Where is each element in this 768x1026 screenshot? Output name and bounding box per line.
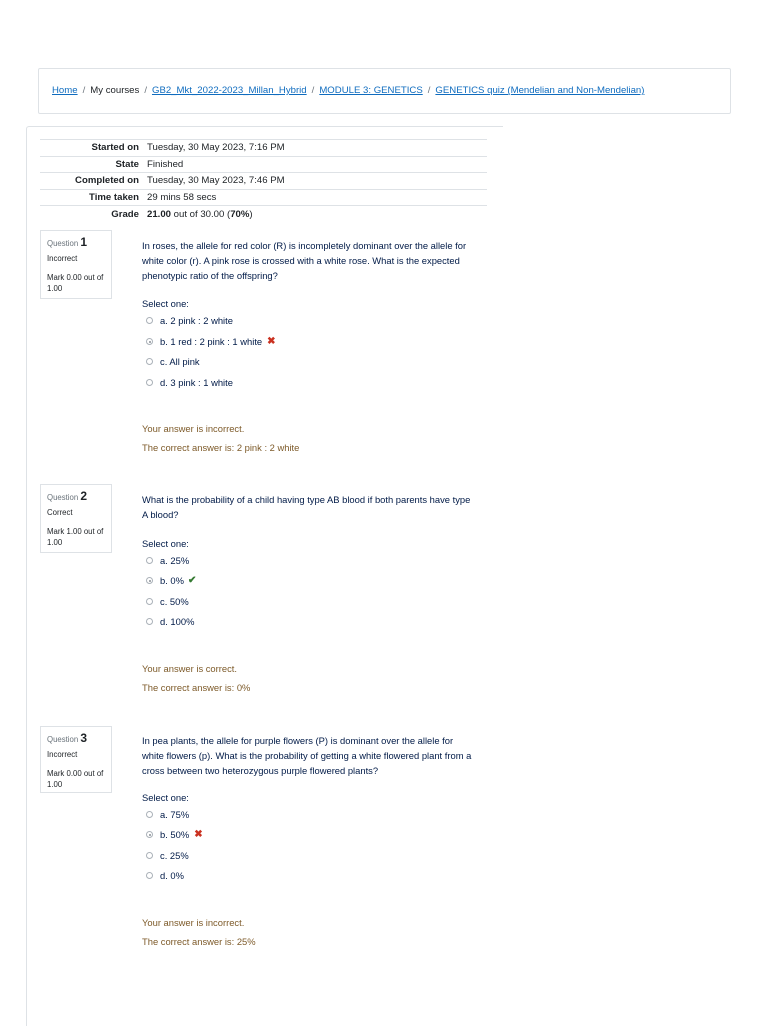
- radio-button[interactable]: [146, 852, 153, 859]
- feedback-your-answer: Your answer is incorrect.: [142, 917, 245, 928]
- summary-row-completed: [40, 173, 487, 190]
- breadcrumb-separator: /: [427, 85, 431, 96]
- summary-label: Grade: [40, 206, 147, 223]
- radio-button[interactable]: [146, 618, 153, 625]
- radio-button[interactable]: [146, 358, 153, 365]
- summary-value: 29 mins 58 secs: [147, 189, 487, 206]
- radio-button[interactable]: [146, 379, 153, 386]
- question-number: 2: [80, 489, 88, 503]
- option-label: c. All pink: [160, 356, 200, 367]
- radio-button[interactable]: [146, 557, 153, 564]
- option-label: a. 25%: [160, 555, 190, 566]
- select-one-label: Select one:: [142, 792, 189, 803]
- summary-row-time-taken: [40, 189, 487, 206]
- attempt-summary-table: [40, 139, 487, 222]
- answer-option[interactable]: [146, 377, 233, 388]
- feedback-correct-answer: The correct answer is: 0%: [142, 682, 251, 693]
- answer-option-selected[interactable]: [146, 575, 196, 586]
- option-label: a. 75%: [160, 809, 190, 820]
- grade-out-of: out of 30.00 (: [171, 208, 231, 220]
- radio-button-selected[interactable]: [146, 831, 153, 838]
- question-label: Question: [47, 239, 79, 248]
- summary-row-grade: [40, 206, 487, 223]
- option-label: d. 0%: [160, 870, 184, 881]
- question-info-2: [40, 484, 112, 553]
- select-one-label: Select one:: [142, 538, 189, 549]
- question-state: Incorrect: [47, 254, 78, 263]
- grade-percent: 70%: [230, 208, 250, 220]
- answer-option[interactable]: [146, 850, 189, 861]
- question-info-1: [40, 230, 112, 299]
- check-icon: ✔: [187, 575, 197, 586]
- radio-button[interactable]: [146, 598, 153, 605]
- option-label: a. 2 pink : 2 white: [160, 315, 233, 326]
- breadcrumb: [52, 85, 644, 96]
- breadcrumb-separator: /: [82, 85, 86, 96]
- radio-button[interactable]: [146, 872, 153, 879]
- select-one-label: Select one:: [142, 298, 189, 309]
- question-info-3: [40, 726, 112, 793]
- grade-close: ): [249, 208, 253, 220]
- summary-value: Tuesday, 30 May 2023, 7:16 PM: [147, 140, 487, 157]
- answer-option[interactable]: [146, 616, 194, 627]
- breadcrumb-home-link[interactable]: Home: [52, 85, 78, 96]
- breadcrumb-separator: /: [144, 85, 147, 96]
- option-label: d. 3 pink : 1 white: [160, 377, 233, 388]
- answer-option[interactable]: [146, 596, 189, 607]
- question-text-3: In pea plants, the allele for purple flowers (P) is dominant over the allele for white flowers (p). What is the probability of getting a white flowered plant from a cross between two heterozygous purple flowered plants?: [142, 735, 472, 776]
- question-state: Incorrect: [47, 750, 78, 759]
- question-mark: Mark 1.00 out of 1.00: [47, 527, 104, 547]
- radio-button[interactable]: [146, 811, 153, 818]
- radio-button-selected[interactable]: [146, 577, 153, 584]
- option-label: c. 25%: [160, 850, 189, 861]
- answer-option[interactable]: [146, 870, 184, 881]
- breadcrumb-separator: /: [311, 85, 315, 96]
- option-label: b. 0%: [160, 575, 184, 586]
- cross-icon: ✖: [267, 336, 276, 347]
- breadcrumb-module-link[interactable]: MODULE 3: GENETICS: [319, 85, 423, 96]
- question-mark: Mark 0.00 out of 1.00: [47, 769, 104, 789]
- question-text-1: In roses, the allele for red color (R) is incompletely dominant over the allele for white color (r). A pink rose is crossed with a white rose. What is the expected phenotypic ratio of the offspring?: [142, 240, 467, 281]
- summary-value: Tuesday, 30 May 2023, 7:46 PM: [147, 173, 487, 190]
- feedback-correct-answer: The correct answer is: 25%: [142, 936, 256, 947]
- question-text-2: What is the probability of a child having type AB blood if both parents have type A blood?: [142, 494, 471, 520]
- grade-score: 21.00: [147, 208, 172, 220]
- breadcrumb-my-courses: My courses: [90, 85, 140, 96]
- option-label: c. 50%: [160, 596, 189, 607]
- breadcrumb-bar: [38, 68, 731, 114]
- question-number: 3: [80, 731, 88, 745]
- summary-label: State: [40, 156, 147, 173]
- summary-label: Completed on: [40, 173, 147, 190]
- answer-option-selected[interactable]: [146, 829, 203, 840]
- question-label: Question: [47, 735, 79, 744]
- feedback-correct-answer: The correct answer is: 2 pink : 2 white: [142, 442, 300, 453]
- question-mark: Mark 0.00 out of 1.00: [47, 273, 104, 293]
- answer-option[interactable]: [146, 555, 189, 566]
- question-state: Correct: [47, 508, 73, 517]
- summary-row-state: [40, 156, 487, 173]
- breadcrumb-course-link[interactable]: GB2_Mkt_2022-2023_Millan_Hybrid: [151, 85, 307, 96]
- option-label: d. 100%: [160, 616, 195, 627]
- option-label: b. 1 red : 2 pink : 1 white: [160, 336, 263, 347]
- grade-value: [147, 206, 487, 223]
- feedback-your-answer: Your answer is correct.: [142, 663, 238, 674]
- feedback-your-answer: Your answer is incorrect.: [142, 423, 245, 434]
- radio-button-selected[interactable]: [146, 338, 153, 345]
- question-number: 1: [80, 235, 88, 249]
- summary-value: Finished: [147, 156, 487, 173]
- answer-option[interactable]: [146, 809, 189, 820]
- summary-label: Started on: [40, 140, 147, 157]
- option-label: b. 50%: [160, 829, 190, 840]
- answer-option[interactable]: [146, 315, 233, 326]
- answer-option[interactable]: [146, 356, 200, 367]
- answer-option-selected[interactable]: [146, 336, 276, 347]
- summary-row-started: [40, 140, 487, 157]
- cross-icon: ✖: [194, 829, 203, 840]
- breadcrumb-quiz-link[interactable]: GENETICS quiz (Mendelian and Non-Mendelian): [435, 85, 645, 96]
- radio-button[interactable]: [146, 317, 153, 324]
- question-label: Question: [47, 493, 79, 502]
- summary-label: Time taken: [40, 189, 147, 206]
